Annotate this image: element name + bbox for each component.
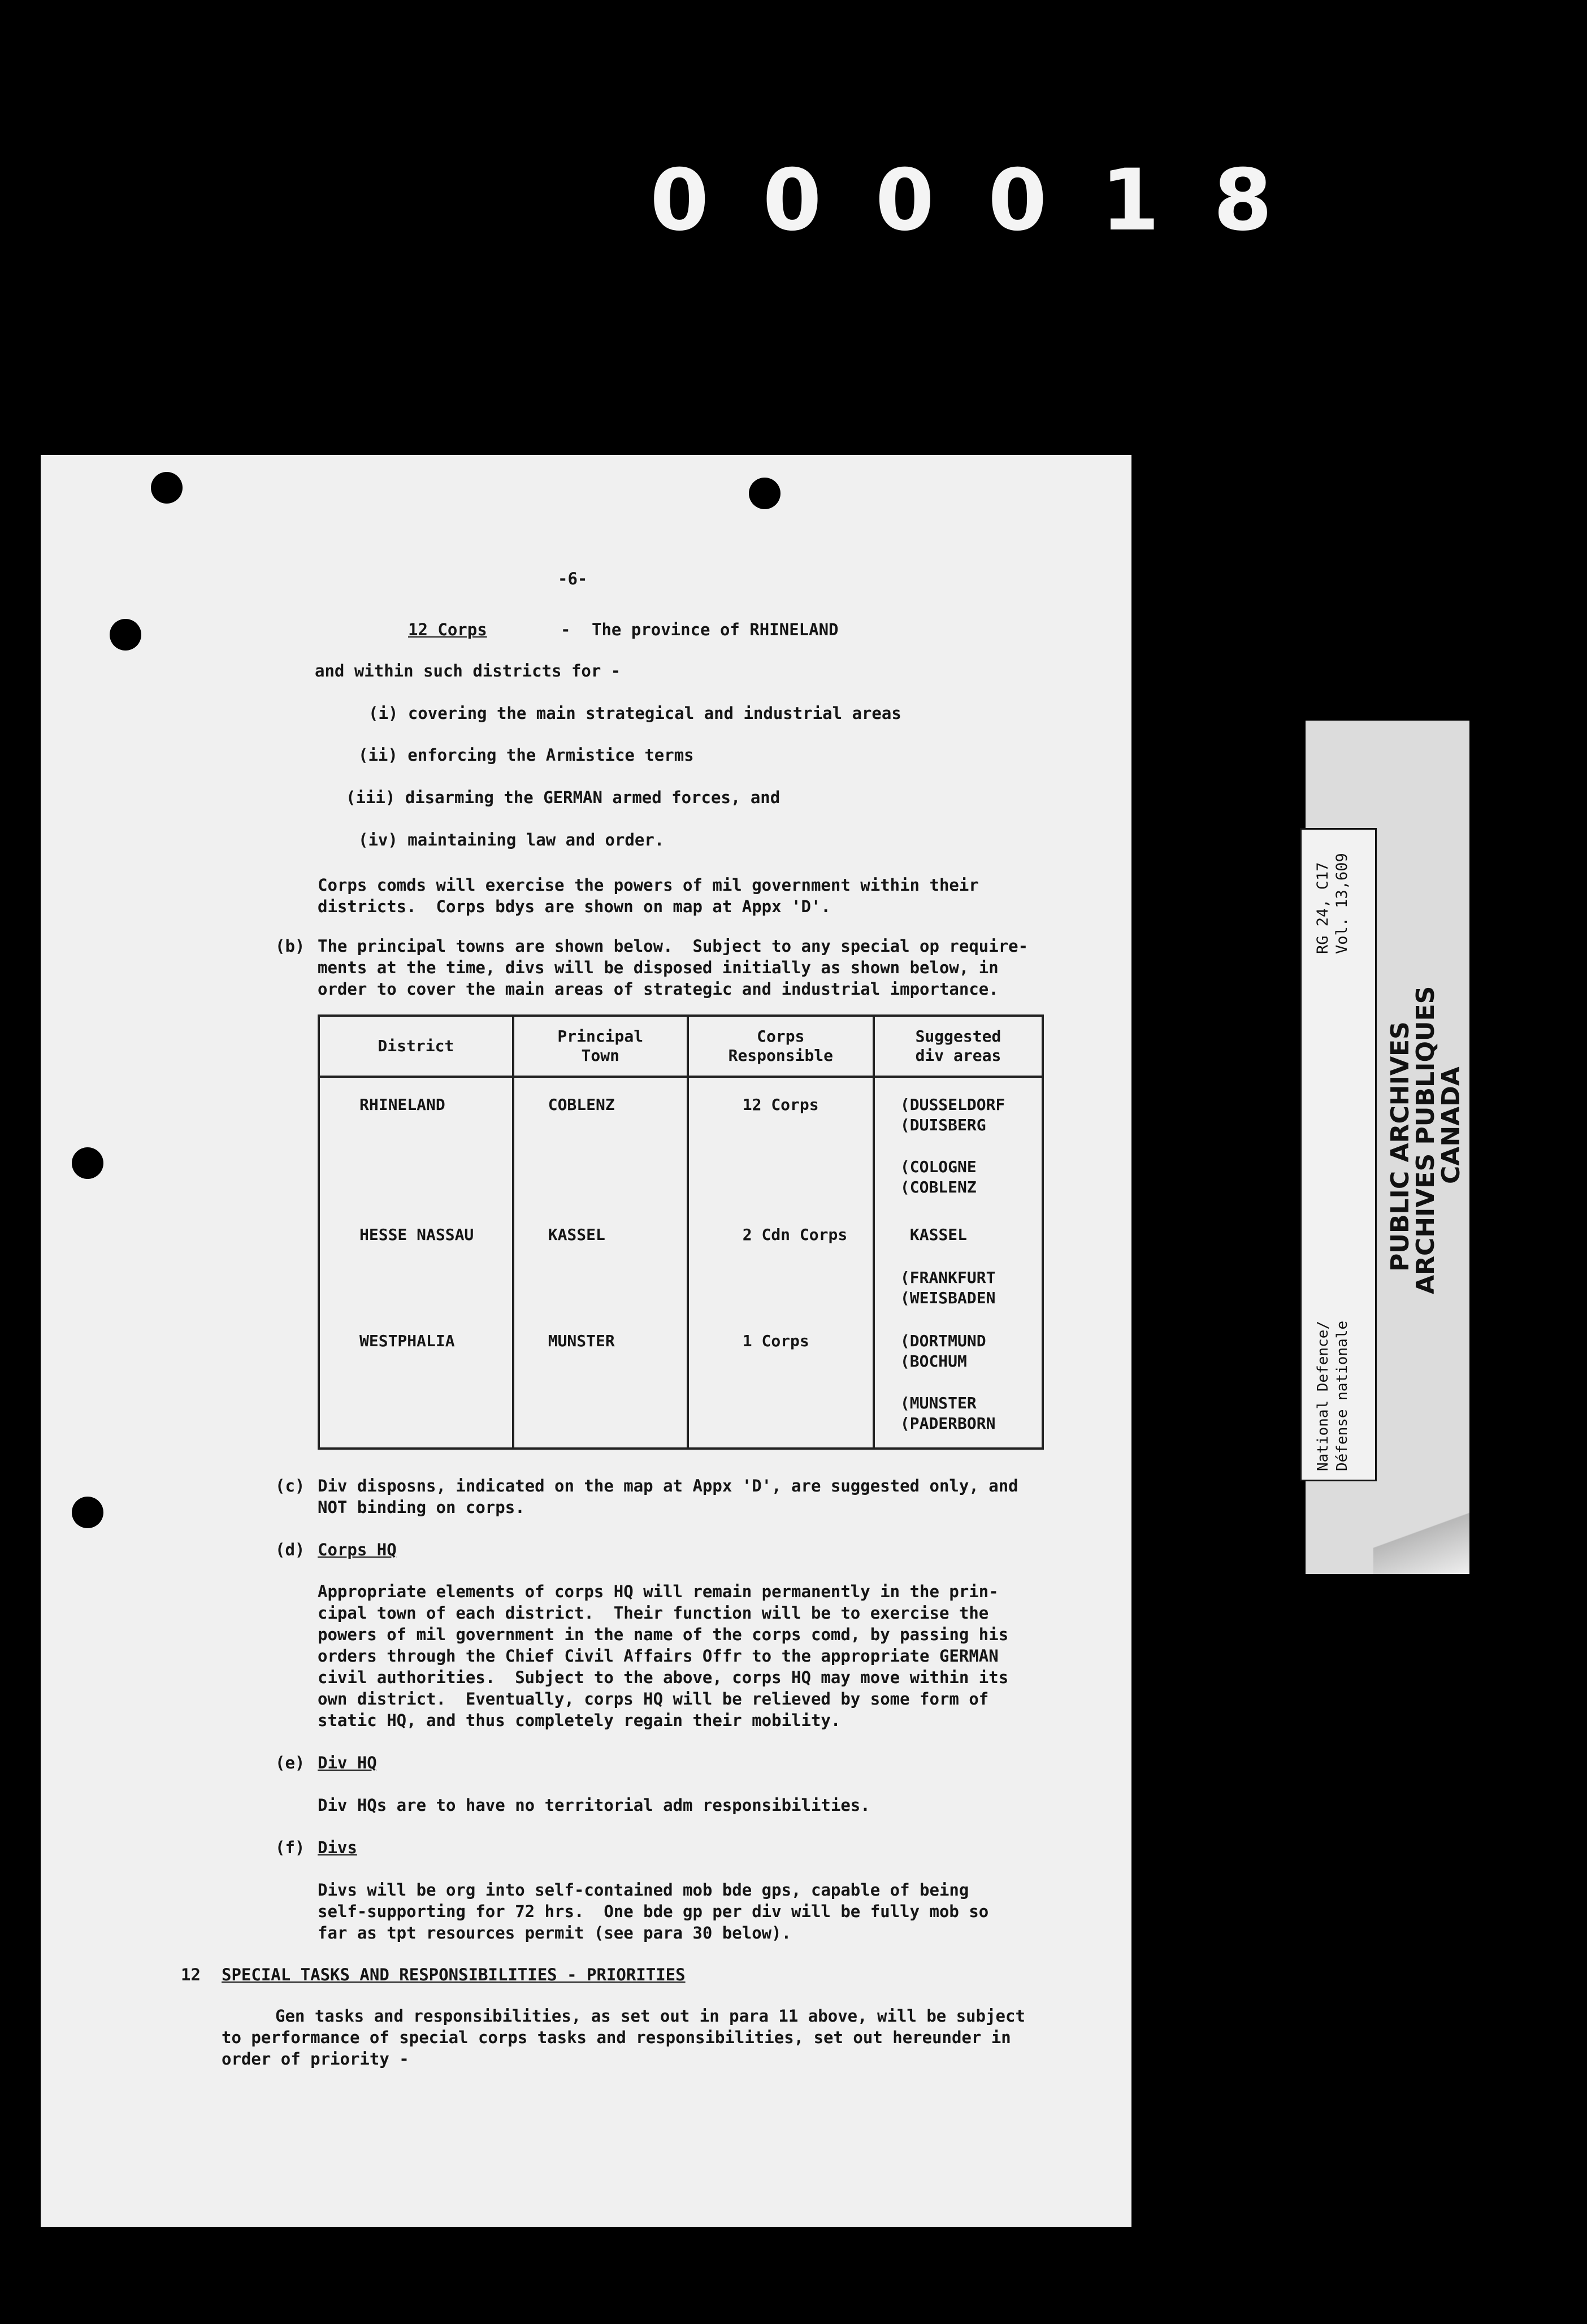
department-fr: Défense nationale bbox=[1334, 1320, 1351, 1471]
div-areas-column bbox=[874, 1077, 1043, 1449]
table-cell: RHINELAND bbox=[359, 1095, 445, 1114]
header-principal-town: Principal Town bbox=[513, 1016, 688, 1077]
document-page bbox=[41, 455, 1131, 2227]
table-cell: (FRANKFURT bbox=[900, 1268, 996, 1287]
microfilm-frame-number: 000018 bbox=[650, 151, 1326, 250]
body-line: Corps comds will exercise the powers of mil government within their bbox=[318, 875, 979, 895]
body-line: Divs will be org into self-contained mob bde gps, capable of being bbox=[318, 1880, 969, 1900]
department-en: National Defence/ bbox=[1315, 1320, 1332, 1471]
punch-hole bbox=[749, 478, 781, 509]
body-line: NOT binding on corps. bbox=[318, 1498, 525, 1517]
town-column bbox=[513, 1077, 688, 1449]
para-marker: (c) bbox=[275, 1476, 305, 1495]
table-cell: (WEISBADEN bbox=[900, 1289, 996, 1307]
table-cell: MUNSTER bbox=[548, 1332, 615, 1350]
body-line: The principal towns are shown below. Subject to any special op require- bbox=[318, 936, 1029, 956]
body-line: static HQ, and thus completely regain their mobility. bbox=[318, 1711, 841, 1730]
table-header-row bbox=[319, 1016, 1043, 1077]
header-corps-responsible: Corps Responsible bbox=[688, 1016, 874, 1077]
body-line: Appropriate elements of corps HQ will remain permanently in the prin- bbox=[318, 1582, 999, 1601]
body-line: Div disposns, indicated on the map at Appx 'D', are suggested only, and bbox=[318, 1476, 1018, 1495]
table-cell: (DORTMUND bbox=[900, 1332, 986, 1350]
body-line: Div HQs are to have no territorial adm responsibilities. bbox=[318, 1796, 870, 1815]
punch-hole bbox=[151, 472, 183, 504]
table-cell: 1 Corps bbox=[742, 1332, 809, 1350]
table-cell: (BOCHUM bbox=[900, 1352, 967, 1371]
body-line: districts. Corps bdys are shown on map at Appx 'D'. bbox=[318, 897, 831, 916]
table-body bbox=[319, 1077, 1043, 1449]
archive-stamp bbox=[1306, 721, 1469, 1574]
table-cell: HESSE NASSAU bbox=[359, 1225, 474, 1244]
body-line: order of priority - bbox=[222, 2049, 409, 2069]
table-cell: (MUNSTER bbox=[900, 1394, 977, 1412]
punch-hole bbox=[72, 1497, 103, 1528]
table-cell: 12 Corps bbox=[742, 1095, 819, 1114]
table-cell: KASSEL bbox=[548, 1225, 605, 1244]
list-item: (i) covering the main strategical and industrial areas bbox=[368, 704, 901, 723]
body-line: cipal town of each district. Their function will be to exercise the bbox=[318, 1603, 989, 1623]
punch-hole bbox=[72, 1147, 103, 1179]
list-item: (iii) disarming the GERMAN armed forces, and bbox=[346, 788, 781, 807]
table-cell: (PADERBORN bbox=[900, 1414, 996, 1433]
dash: - bbox=[561, 620, 571, 639]
body-line: powers of mil government in the name of the corps comd, by passing his bbox=[318, 1625, 1009, 1644]
body-line: own district. Eventually, corps HQ will be relieved by some form of bbox=[318, 1689, 989, 1709]
volume: Vol. 13,609 bbox=[1333, 853, 1351, 954]
subheading: Div HQ bbox=[318, 1753, 377, 1772]
archive-label bbox=[1300, 828, 1377, 1481]
subheading: Corps HQ bbox=[318, 1540, 397, 1559]
subheading: Divs bbox=[318, 1838, 357, 1857]
list-item: (ii) enforcing the Armistice terms bbox=[358, 745, 694, 765]
table-cell: WESTPHALIA bbox=[359, 1332, 455, 1350]
body-line: order to cover the main areas of strategic and industrial importance. bbox=[318, 979, 999, 999]
body-line: Gen tasks and responsibilities, as set out in para 11 above, will be subject bbox=[275, 2006, 1025, 2026]
district-table bbox=[318, 1014, 1044, 1450]
body-line: self-supporting for 72 hrs. One bde gp per div will be fully mob so bbox=[318, 1902, 989, 1921]
body-line: far as tpt resources permit (see para 30 below). bbox=[318, 1923, 792, 1943]
stamp-fold bbox=[1373, 1506, 1469, 1574]
body-line: civil authorities. Subject to the above, corps HQ may move within its bbox=[318, 1668, 1009, 1687]
body-line: orders through the Chief Civil Affairs Offr to the appropriate GERMAN bbox=[318, 1646, 999, 1666]
table-cell: (COLOGNE bbox=[900, 1157, 977, 1176]
corps-column bbox=[688, 1077, 874, 1449]
para-marker: (b) bbox=[275, 936, 305, 956]
corps-12-label: 12 Corps bbox=[408, 620, 487, 639]
public-archives: PUBLIC ARCHIVES bbox=[1386, 1021, 1415, 1272]
para-marker: (e) bbox=[275, 1753, 305, 1772]
para-marker: (d) bbox=[275, 1540, 305, 1559]
body-line: and within such districts for - bbox=[315, 661, 621, 680]
section-heading: SPECIAL TASKS AND RESPONSIBILITIES - PRIORITIES bbox=[222, 1965, 686, 1984]
table-cell: KASSEL bbox=[909, 1225, 968, 1244]
archives-publiques: ARCHIVES PUBLIQUES bbox=[1411, 986, 1440, 1294]
table-cell: COBLENZ bbox=[548, 1095, 615, 1114]
district-column bbox=[319, 1077, 513, 1449]
para-marker: (f) bbox=[275, 1838, 305, 1857]
table-cell: (DUSSELDORF bbox=[900, 1095, 1005, 1114]
body-line: to performance of special corps tasks and responsibilities, set out hereunder in bbox=[222, 2028, 1011, 2047]
header-div-areas: Suggested div areas bbox=[874, 1016, 1043, 1077]
body-line: ments at the time, divs will be disposed initially as shown below, in bbox=[318, 958, 999, 977]
canada: CANADA bbox=[1437, 1066, 1465, 1184]
page-number: -6- bbox=[558, 569, 588, 588]
header-district: District bbox=[319, 1016, 513, 1077]
list-item: (iv) maintaining law and order. bbox=[358, 830, 665, 849]
table-cell: (DUISBERG bbox=[900, 1116, 986, 1134]
table-cell: (COBLENZ bbox=[900, 1178, 977, 1196]
para-number: 12 bbox=[181, 1965, 201, 1984]
record-group: RG 24, C17 bbox=[1314, 862, 1332, 954]
corps-12-text: The province of RHINELAND bbox=[592, 620, 839, 639]
punch-hole bbox=[110, 619, 141, 651]
table-cell: 2 Cdn Corps bbox=[742, 1225, 848, 1244]
